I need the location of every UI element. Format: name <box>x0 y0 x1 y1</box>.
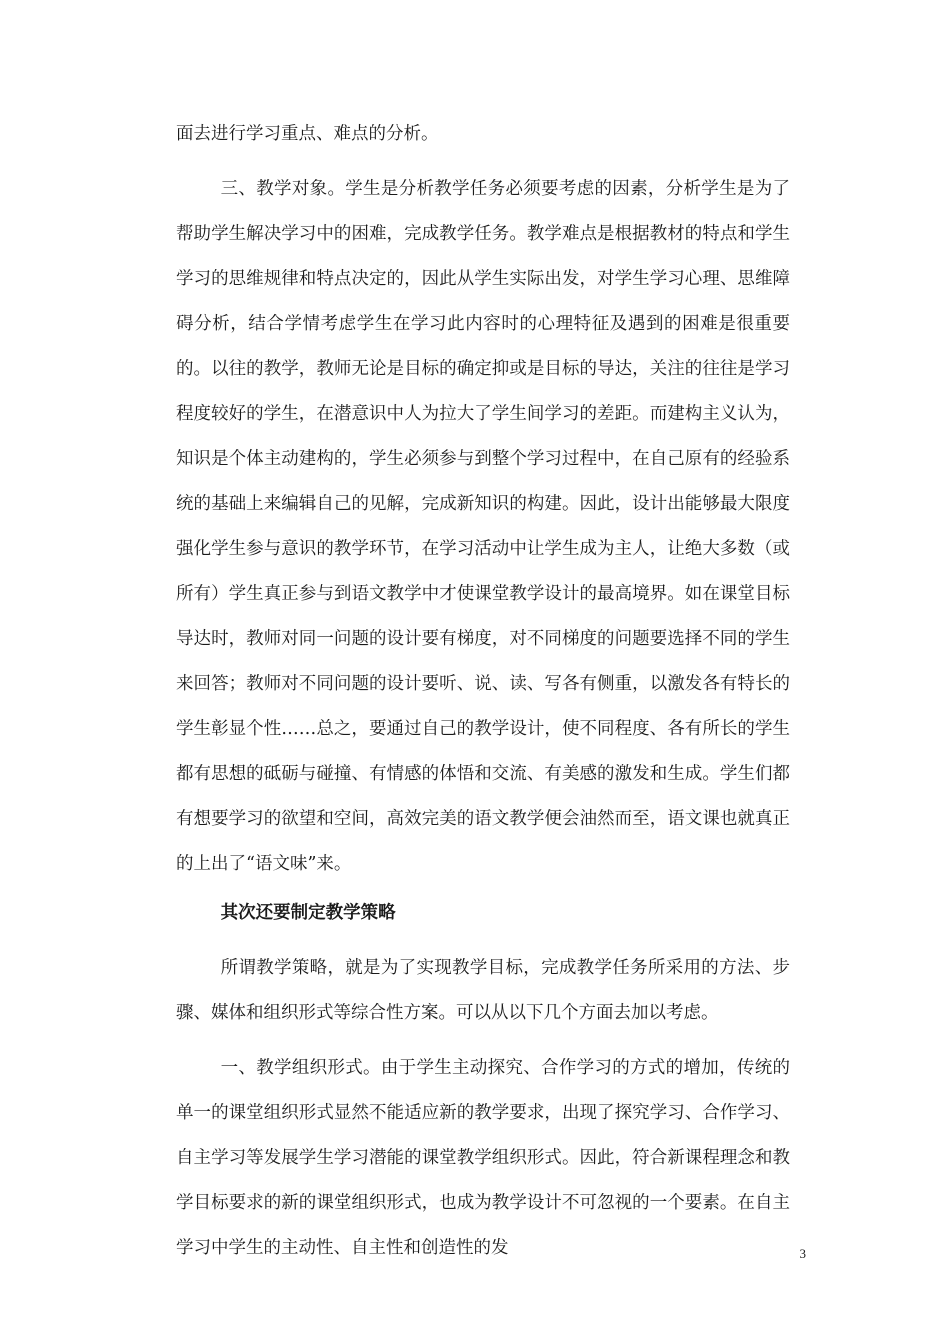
page-number: 3 <box>799 1246 806 1261</box>
paragraph-continuation: 面去进行学习重点、难点的分析。 <box>176 124 439 144</box>
paragraph-teaching-objects: 三、教学对象。学生是分析教学任务必须要考虑的因素，分析学生是为了帮助学生解决学习中的困难，完成教学任务。教学难点是根据教材的特点和学生学习的思维规律和特点决定的，因此从学生实际出发，对学生学习心理、思维障碍分析，结合学情考虑学生在学习此内容时的心理特征及遇到的困难是很重要的。以往的教学，教师无论是目标的确定抑或是目标的导达，关注的往往是学习程度较好的学生，在潜意识中人为拉大了学生间学习的差距。而建构主义认为，知识是个体主动建构的，学生必须参与到整个学习过程中，在自己原有的经验系统的基础上来编辑自己的见解，完成新知识的构建。因此，设计出能够最大限度强化学生参与意识的教学环节，在学习活动中让学生成为主人，让绝大多数（或所有）学生真正参与到语文教学中才使课堂教学设计的最高境界。如在课堂目标导达时，教师对同一问题的设计要有梯度，对不同梯度的问题要选择不同的学生来回答；教师对不同问题的设计要听、说、读、写各有侧重，以激发各有特长的学生彰显个性……总之，要通过自己的教学设计，使不同程度、各有所长的学生都有思想的砥砺与碰撞、有情感的体悟和交流、有美感的激发和生成。学生们都有想要学习的欲望和空间，高效完美的语文教学便会油然而至，语文课也就真正的上出了“语文味”来。 <box>176 179 790 874</box>
paragraph-strategy-definition: 所谓教学策略，就是为了实现教学目标，完成教学任务所采用的方法、步骤、媒体和组织形式等综合性方案。可以从以下几个方面去加以考虑。 <box>176 958 790 1023</box>
paragraph-organization-form: 一、教学组织形式。由于学生主动探究、合作学习的方式的增加，传统的单一的课堂组织形式显然不能适应新的教学要求，出现了探究学习、合作学习、自主学习等发展学生学习潜能的课堂教学组织形式。因此，符合新课程理念和教学目标要求的新的课堂组织形式，也成为教学设计不可忽视的一个要素。在自主学习中学生的主动性、自主性和创造性的发 <box>176 1058 790 1258</box>
document-body <box>176 112 790 1271</box>
section-heading-teaching-strategy: 其次还要制定教学策略 <box>220 903 396 923</box>
